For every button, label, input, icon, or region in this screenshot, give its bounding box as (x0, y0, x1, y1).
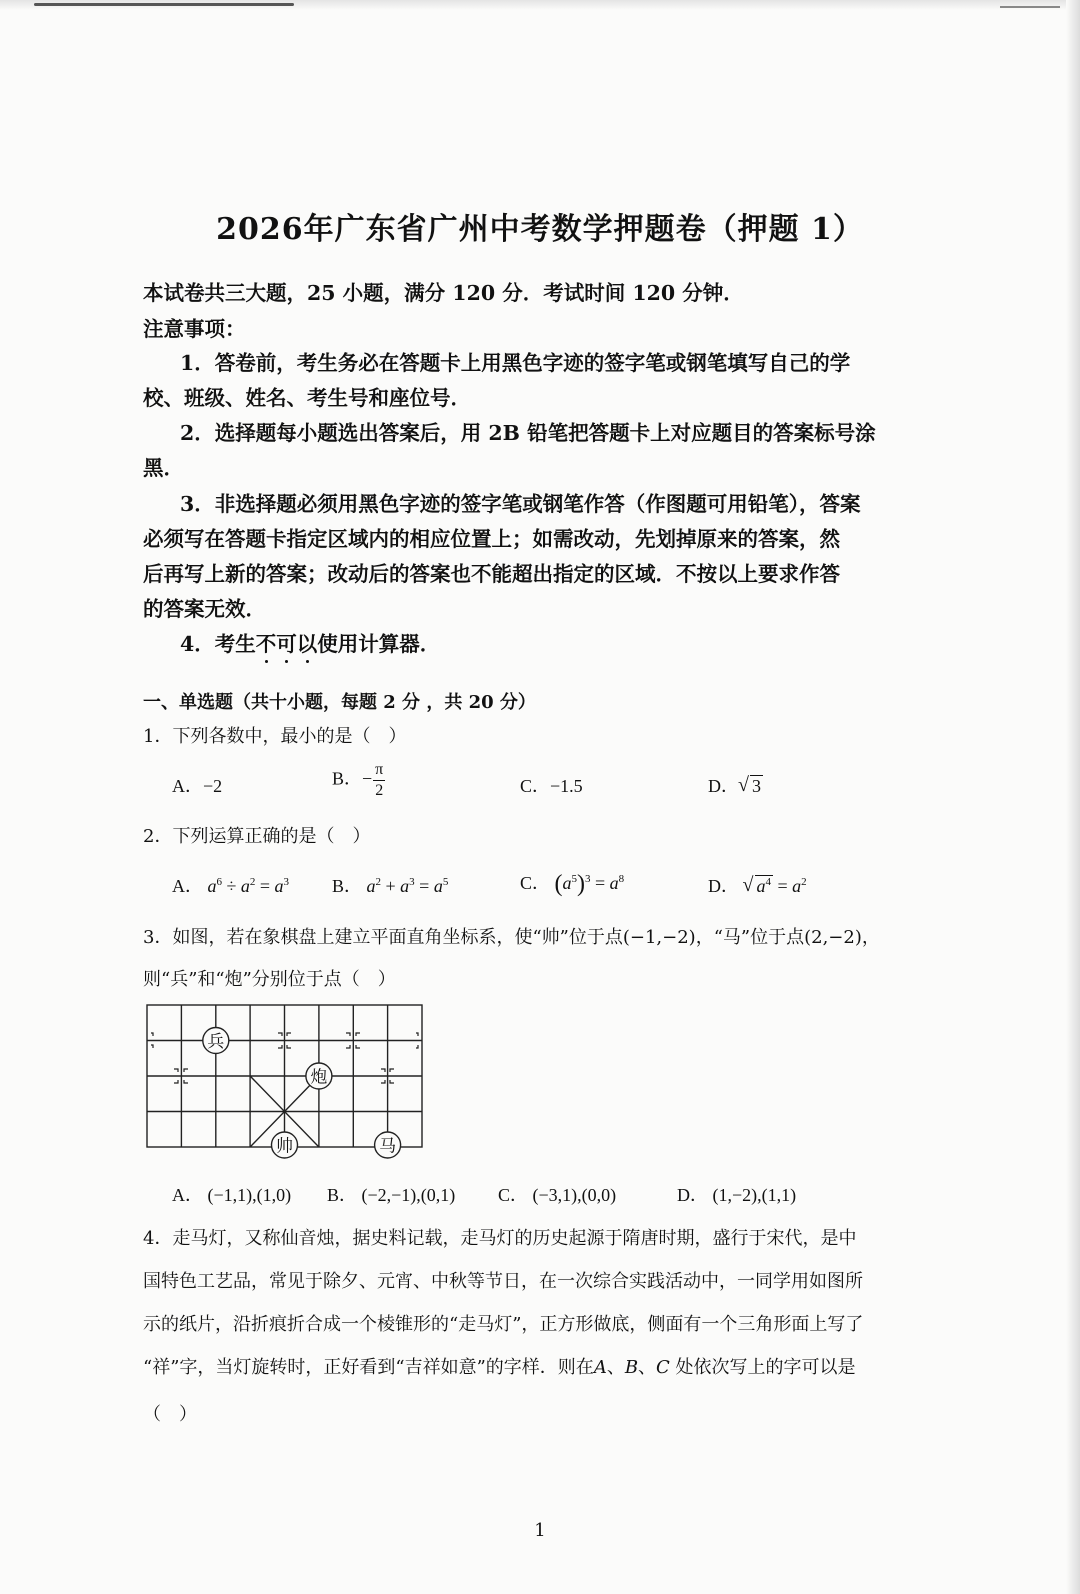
question-4-line-4: “祥”字，当灯旋转时，正好看到“吉祥如意”的字样．则在A、B、C 处依次写上的字可以是 (143, 1357, 856, 1378)
question-3-stem-line-1: 3．如图，若在象棋盘上建立平面直角坐标系，使“帅”位于点(−1,−2)，“马”位于点(2,−2)， (143, 927, 880, 948)
question-2-option-c: C． $(a^5)^3 = a^8$ (520, 871, 625, 897)
note-3-line-4: 的答案无效． (143, 597, 266, 621)
question-2-option-a: A． $a^6 \div a^2 = a^3$ (172, 876, 290, 896)
question-1-option-a: A．−2 (172, 776, 223, 796)
question-3-option-b: B． (−2,−1),(0,1) (327, 1185, 456, 1205)
question-2-option-d: D． √ $a^4 = a^2$ (708, 872, 807, 898)
intro-line: 本试卷共三大题，25 小题，满分 120 分．考试时间 120 分钟． (143, 281, 744, 305)
note-2-line-1: 2．选择题每小题选出答案后，用 2B 铅笔把答题卡上对应题目的答案标号涂 (180, 421, 876, 445)
question-4-line-1: 4．走马灯，又称仙音烛，据史料记载，走马灯的历史起源于隋唐时期，盛行于宋代，是中 (143, 1228, 857, 1249)
note-4-line: 4．考生不可以使用计算器． (180, 632, 441, 656)
note-3-line-2: 必须写在答题卡指定区域内的相应位置上；如需改动，先划掉原来的答案，然 (143, 527, 840, 551)
question-4-answer-paren: （ ） (143, 1404, 197, 1425)
chess-piece-pao (306, 1063, 332, 1089)
board-grid (147, 1005, 422, 1147)
note-1-line-2: 校、班级、姓名、考生号和座位号． (143, 386, 471, 410)
question-1-stem: 1．下列各数中，最小的是（ ） (143, 726, 407, 747)
note-3-line-1: 3．非选择题必须用黑色字迹的签字笔或钢笔作答（作图题可用铅笔），答案 (180, 492, 861, 516)
fraction: $\frac{\pi}{2}$ (375, 761, 384, 799)
note-2-line-2: 黑． (143, 456, 184, 480)
chess-piece-ma (375, 1132, 401, 1158)
svg-text:兵: 兵 (207, 1032, 225, 1052)
question-1-option-d: D．√ 3 (708, 772, 763, 798)
emphasis-char: 可 (276, 632, 297, 656)
chess-piece-shuai (272, 1132, 298, 1158)
question-3-stem-line-2: 则“兵”和“炮”分别位于点（ ） (143, 969, 396, 990)
emphasis-char: 以 (296, 632, 318, 656)
question-3-option-a: A． (−1,1),(1,0) (172, 1185, 292, 1205)
note-1-line-1: 1．答卷前，考生务必在答题卡上用黑色字迹的签字笔或钢笔填写自己的学 (180, 351, 851, 375)
page-number: 1 (534, 1520, 546, 1541)
question-1-option-b: B．− $\frac{\pi}{2}$ (332, 761, 384, 799)
emphasis-char: 不 (255, 632, 277, 656)
question-3-option-d: D． (1,−2),(1,1) (677, 1185, 797, 1205)
section-heading: 一、单选题（共十小题，每题 2 分 ，共 20 分） (143, 692, 536, 713)
question-2-stem: 2．下列运算正确的是（ ） (143, 826, 371, 847)
question-1-option-c: C．−1.5 (520, 776, 583, 796)
sqrt-symbol: √ 3 (739, 776, 763, 797)
page-title: 2026年广东省广州中考数学押题卷（押题 1） (216, 212, 864, 247)
sqrt-symbol: √ $a^4$ (744, 876, 774, 897)
notes-heading: 注意事项： (143, 317, 246, 341)
svg-text:马: 马 (379, 1136, 397, 1157)
chess-piece-bing (203, 1028, 229, 1054)
question-4-line-2: 国特色工艺品，常见于除夕、元宵、中秋等节日，在一次综合实践活动中，一同学用如图所 (143, 1271, 863, 1292)
question-3-option-c: C． (−3,1),(0,0) (498, 1185, 617, 1205)
chess-board-figure (140, 1000, 430, 1160)
svg-text:炮: 炮 (310, 1067, 328, 1088)
question-2-option-b: B． $a^2 + a^3 = a^5$ (332, 876, 449, 896)
svg-text:帅: 帅 (276, 1136, 293, 1157)
question-4-line-3: 示的纸片，沿折痕折合成一个棱锥形的“走马灯”，正方形做底，侧面有一个三角形面上写了 (143, 1314, 864, 1335)
note-3-line-3: 后再写上新的答案；改动后的答案也不能超出指定的区域．不按以上要求作答 (143, 562, 840, 586)
